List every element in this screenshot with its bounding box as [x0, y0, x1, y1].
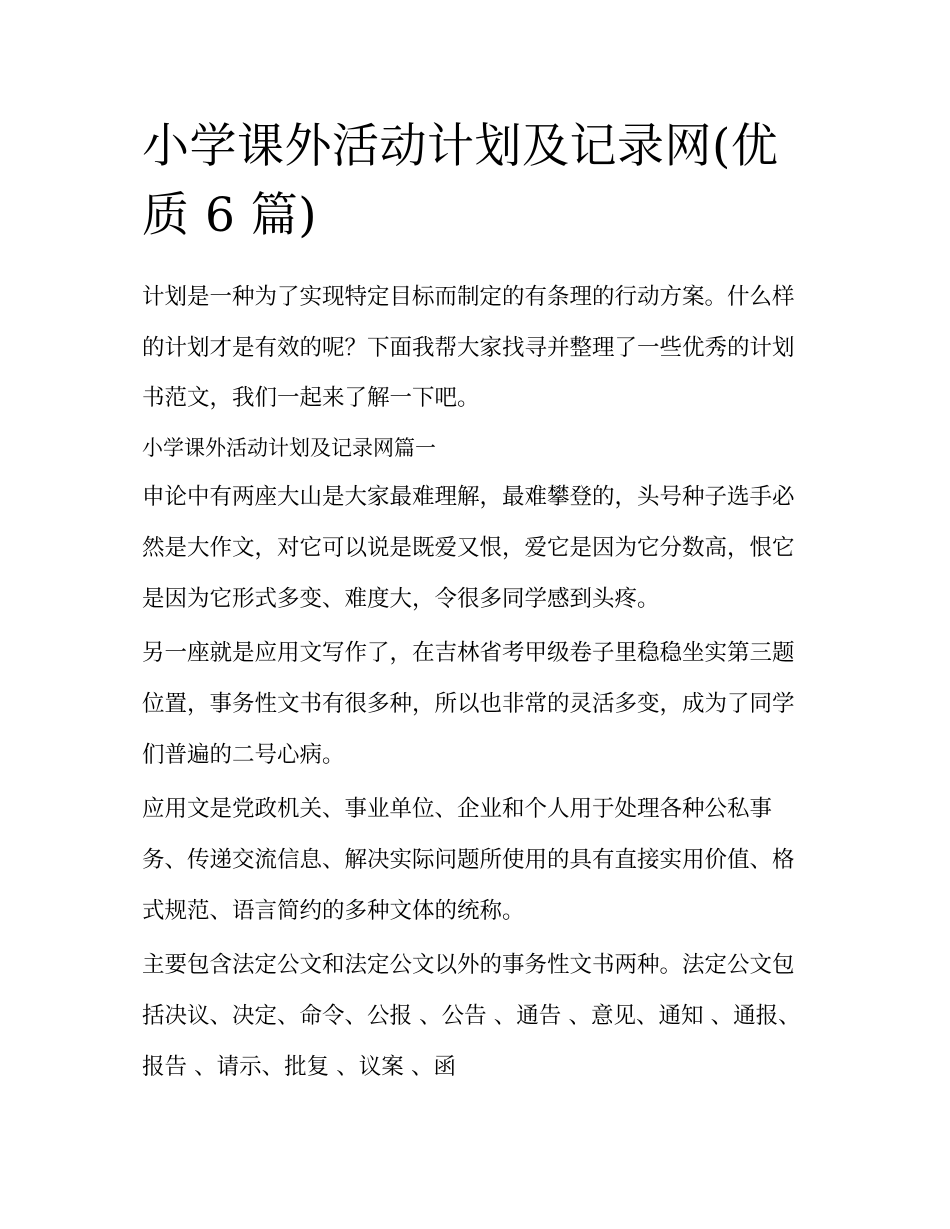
- section-heading: 小学课外活动计划及记录网篇一: [142, 435, 436, 460]
- body-paragraph-1: 申论中有两座大山是大家最难理解，最难攀登的，头号种子选手必然是大作文，对它可以说是既爱又恨，爱它是因为它分数高，恨它是因为它形式多变、难度大，令很多同学感到头疼。: [142, 483, 795, 612]
- body-paragraph-3: 应用文是党政机关、事业单位、企业和个人用于处理各种公私事务、传递交流信息、解决实际问题所使用的具有直接实用价值、格式规范、语言简约的多种文体的统称。: [142, 795, 795, 924]
- body-paragraph-2: 另一座就是应用文写作了，在吉林省考甲级卷子里稳稳坐实第三题位置，事务性文书有很多种，所以也非常的灵活多变，成为了同学们普遍的二号心病。: [142, 639, 795, 768]
- document-title: 小学课外活动计划及记录网(优质 6 篇): [142, 119, 779, 243]
- document-page: [142, 112, 814, 1093]
- intro-paragraph: 计划是一种为了实现特定目标而制定的有条理的行动方案。什么样的计划才是有效的呢？下面我帮大家找寻并整理了一些优秀的计划书范文，我们一起来了解一下吧。: [142, 284, 795, 411]
- body-paragraph-4: 主要包含法定公文和法定公文以外的事务性文书两种。法定公文包括决议、决定、命令、公报 、公告 、通告 、意见、通知 、通报、报告 、请示、批复 、议案 、函: [142, 951, 801, 1080]
